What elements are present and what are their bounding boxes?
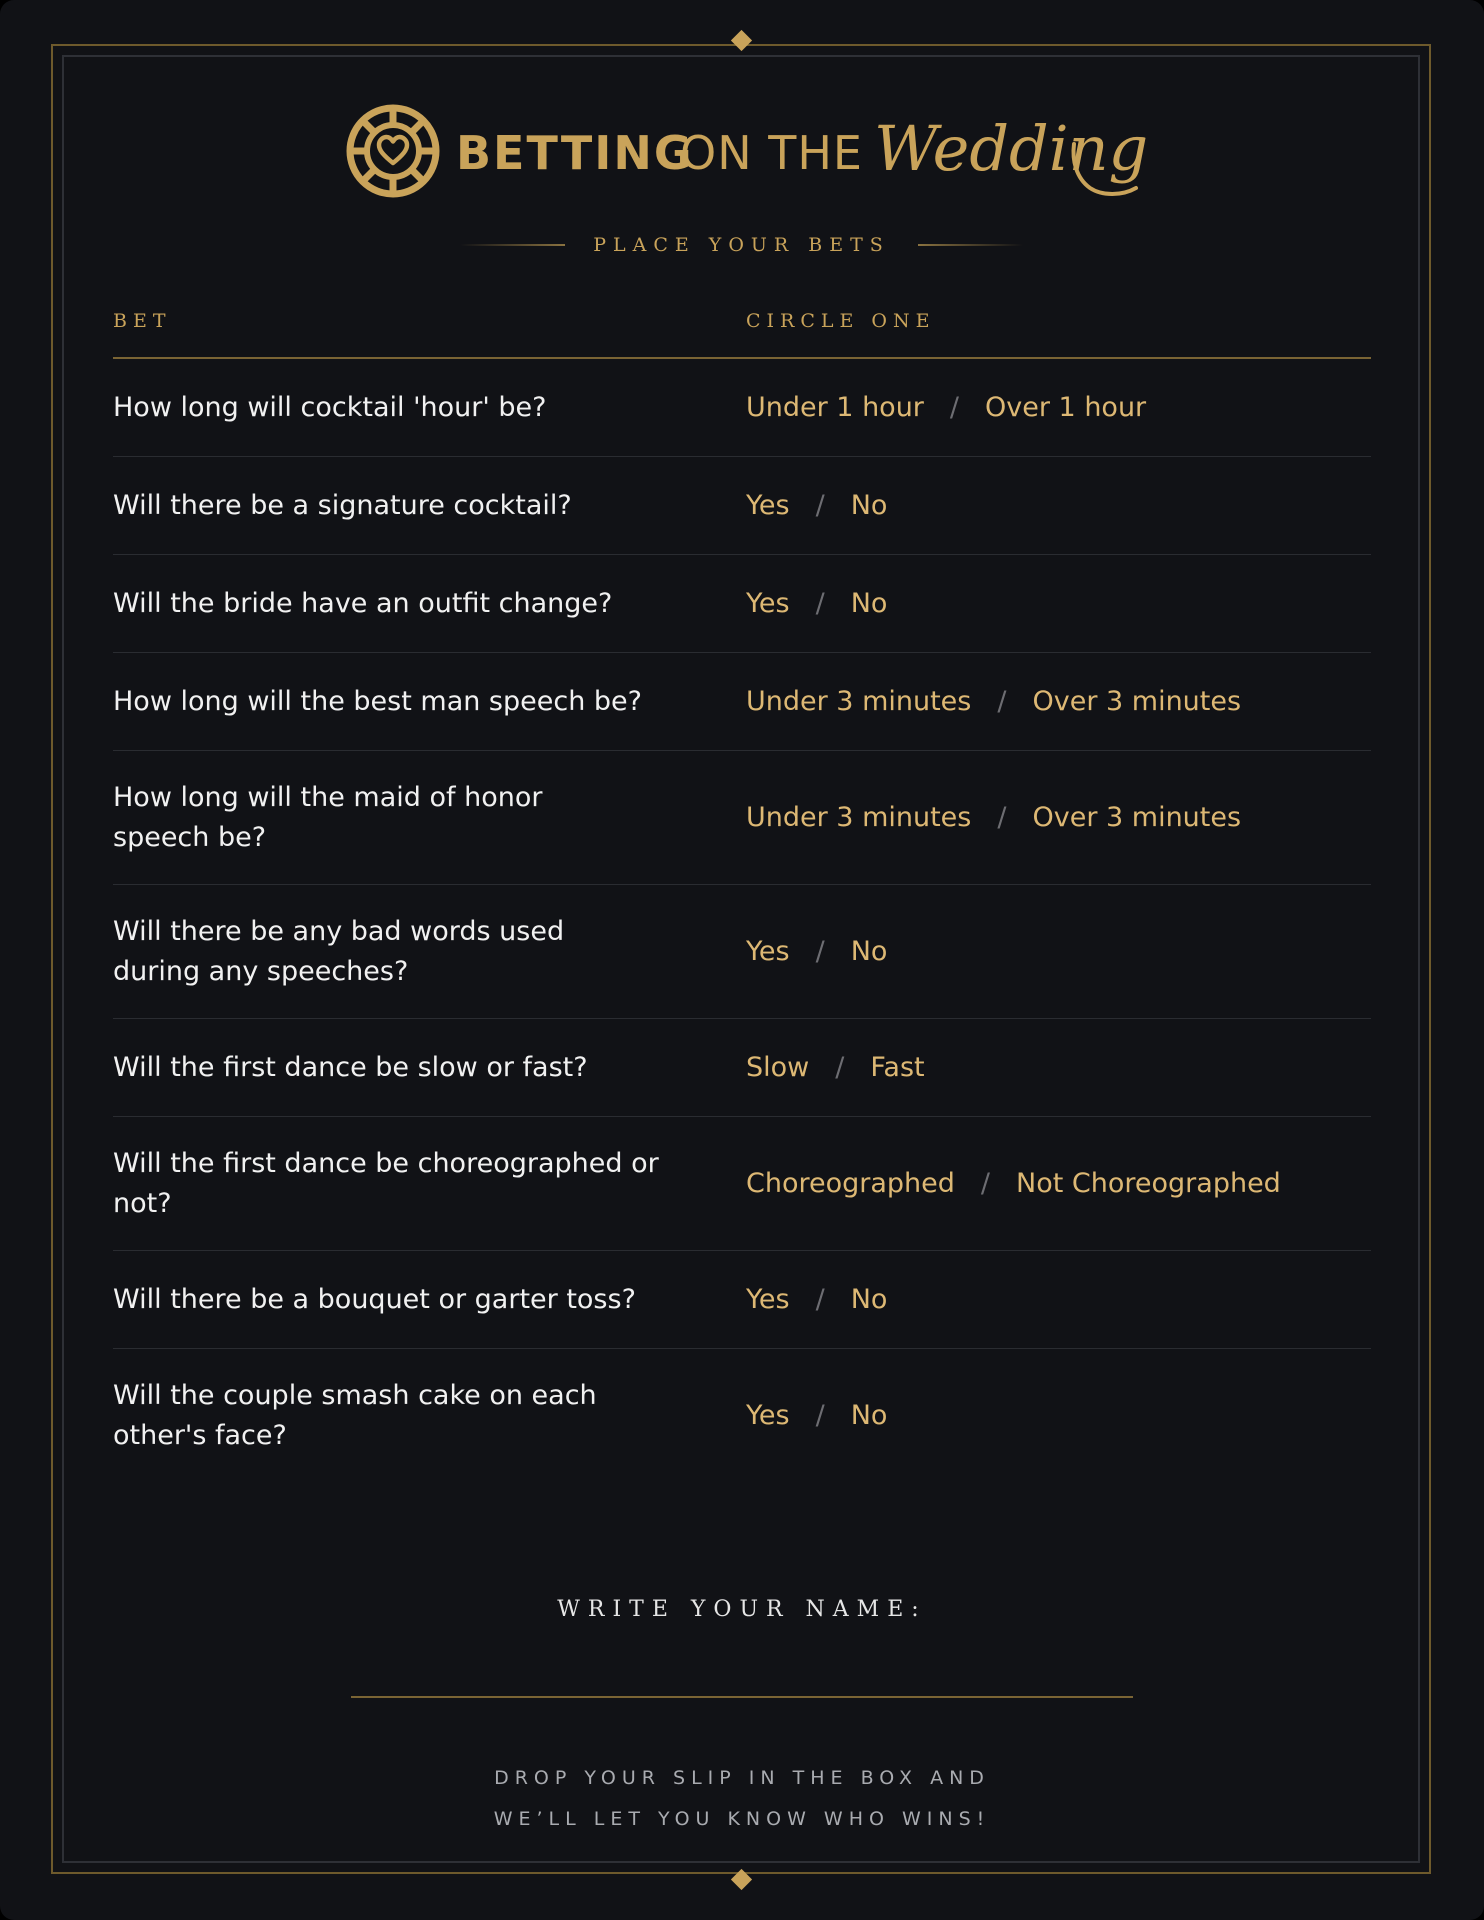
bet-options	[746, 1164, 1281, 1204]
option-separator: /	[980, 1167, 991, 1199]
option-a[interactable]: Yes	[746, 935, 790, 967]
drop-instructions-line-2: WE’LL LET YOU KNOW WHO WINS!	[493, 1808, 991, 1830]
option-b[interactable]: Fast	[870, 1051, 925, 1083]
option-a[interactable]: Yes	[746, 1400, 790, 1431]
table-row	[113, 1349, 1371, 1483]
option-a[interactable]: Slow	[746, 1051, 810, 1083]
option-separator: /	[815, 1400, 825, 1431]
option-separator: /	[815, 935, 825, 967]
table-row	[113, 457, 1371, 555]
bet-options	[746, 1396, 887, 1436]
option-a[interactable]: Under 3 minutes	[746, 685, 972, 717]
table-row	[113, 1117, 1371, 1251]
option-a[interactable]: Choreographed	[746, 1167, 955, 1199]
column-header-bet: BET	[113, 310, 172, 332]
bet-question: How long will cocktail 'hour' be?	[113, 391, 547, 423]
option-b[interactable]: No	[850, 1400, 888, 1431]
subtitle: PLACE YOUR BETS	[593, 234, 890, 256]
name-write-line[interactable]	[351, 1696, 1133, 1698]
option-a[interactable]: Under 3 minutes	[746, 801, 972, 833]
bet-options	[746, 584, 887, 624]
option-separator: /	[949, 391, 960, 423]
table-row	[113, 555, 1371, 653]
bet-options	[746, 682, 1241, 722]
bet-question: How long will the maid of honor speech be?	[113, 781, 543, 853]
option-b[interactable]: No	[850, 1283, 888, 1315]
title-betting: BETTING	[456, 126, 694, 180]
column-header-circle-one: CIRCLE ONE	[746, 310, 936, 332]
bets-table	[113, 300, 1371, 1483]
table-header	[113, 300, 1371, 359]
bet-options	[746, 1280, 887, 1320]
option-a[interactable]: Yes	[746, 489, 790, 521]
title-wedding-script: Wedding	[874, 112, 1149, 185]
bet-question: Will the first dance be choreographed or not?	[113, 1147, 659, 1219]
option-b[interactable]: Over 3 minutes	[1032, 685, 1242, 717]
bet-question: Will the couple smash cake on each other's face?	[113, 1380, 597, 1451]
table-row	[113, 885, 1371, 1019]
option-b[interactable]: Over 1 hour	[985, 391, 1147, 423]
option-separator: /	[997, 685, 1007, 717]
option-a[interactable]: Yes	[746, 587, 790, 619]
bet-options	[746, 798, 1241, 838]
option-b[interactable]: No	[850, 489, 888, 521]
subtitle-right-rule	[918, 244, 1023, 246]
option-b[interactable]: No	[850, 935, 888, 967]
option-separator: /	[815, 1283, 825, 1315]
bet-question: Will there be any bad words used during any speeches?	[113, 915, 565, 987]
title-on-the: ON THE	[680, 126, 863, 180]
option-b[interactable]: No	[850, 587, 888, 619]
option-b[interactable]: Over 3 minutes	[1032, 801, 1242, 833]
write-your-name-label: WRITE YOUR NAME:	[557, 1597, 927, 1622]
header	[0, 98, 1484, 208]
bet-question: Will there be a signature cocktail?	[113, 489, 572, 521]
option-a[interactable]: Yes	[746, 1283, 790, 1315]
drop-instructions-line-1: DROP YOUR SLIP IN THE BOX AND	[494, 1767, 990, 1789]
bet-options	[746, 388, 1146, 428]
bet-options	[746, 932, 887, 972]
bet-options	[746, 1048, 925, 1088]
table-row	[113, 1251, 1371, 1349]
option-separator: /	[815, 489, 825, 521]
subtitle-row	[0, 230, 1484, 260]
table-row	[113, 359, 1371, 457]
table-row	[113, 1019, 1371, 1117]
bet-question: Will there be a bouquet or garter toss?	[113, 1283, 636, 1315]
bet-options	[746, 486, 887, 526]
table-row	[113, 653, 1371, 751]
script-swash-ornament	[1068, 138, 1140, 202]
subtitle-left-rule	[460, 244, 565, 246]
option-separator: /	[815, 587, 825, 619]
table-row	[113, 751, 1371, 885]
casino-chip-heart-icon	[345, 103, 441, 199]
drop-slip-instructions	[0, 1758, 1484, 1840]
bet-question: How long will the best man speech be?	[113, 685, 642, 717]
option-b[interactable]: Not Choreographed	[1016, 1167, 1281, 1199]
bet-question: Will the first dance be slow or fast?	[113, 1051, 588, 1083]
option-separator: /	[997, 801, 1007, 833]
bet-question: Will the bride have an outfit change?	[113, 587, 613, 619]
option-separator: /	[835, 1051, 845, 1083]
option-a[interactable]: Under 1 hour	[746, 391, 924, 423]
